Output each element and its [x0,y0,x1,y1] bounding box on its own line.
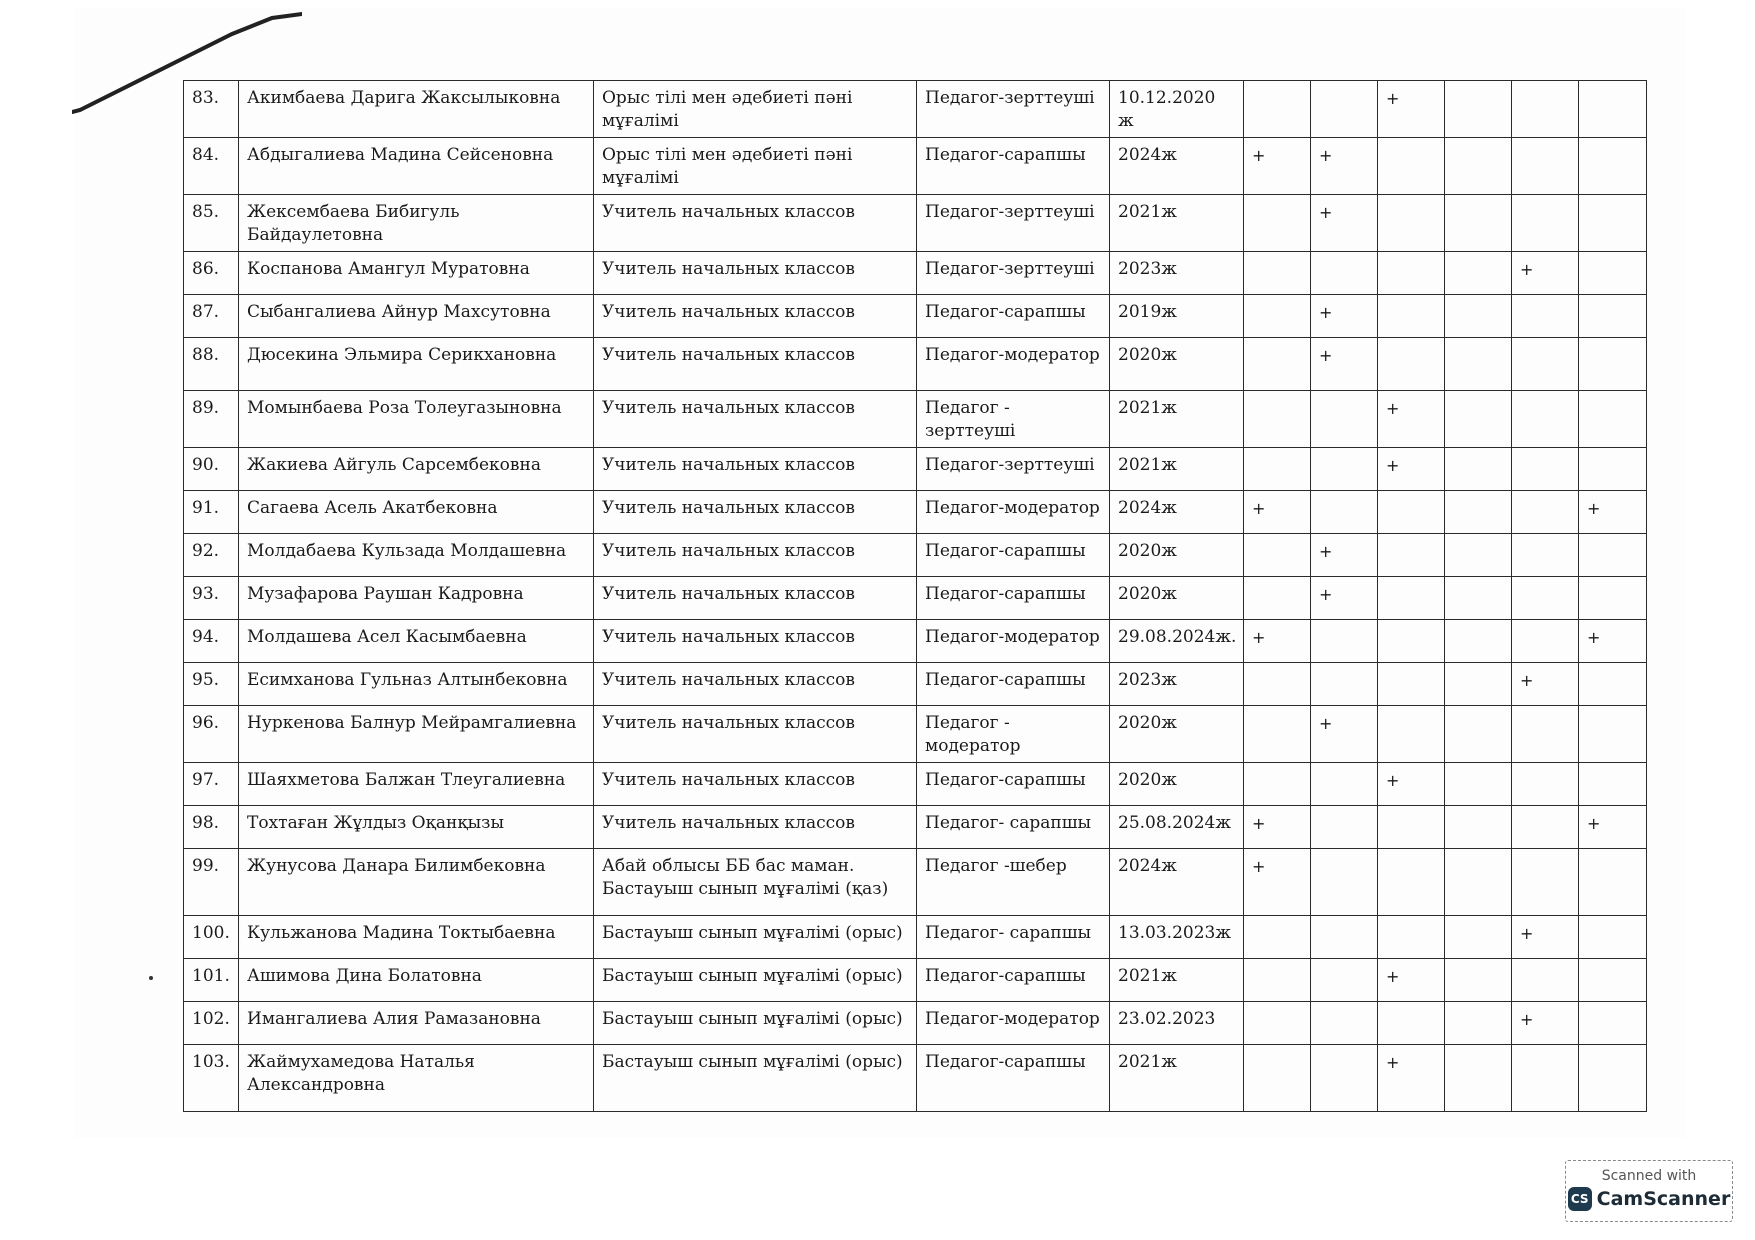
mark-cell-2 [1311,1002,1378,1045]
teacher-name: Сагаева Асель Акатбековна [239,491,594,534]
attestation-date: 2021ж [1110,959,1244,1002]
teacher-name: Молдашева Асел Касымбаевна [239,620,594,663]
mark-cell-3 [1378,706,1445,763]
teacher-name: Жунусова Данара Билимбековна [239,849,594,916]
teacher-name: Музафарова Раушан Кадровна [239,577,594,620]
mark-cell-6 [1579,849,1647,916]
mark-cell-5 [1512,81,1579,138]
qualification-category: Педагог - модератор [917,706,1110,763]
mark-cell-4 [1445,1002,1512,1045]
mark-cell-2: + [1311,195,1378,252]
row-number: 97. [184,763,239,806]
attestation-date: 2020ж [1110,534,1244,577]
mark-cell-5 [1512,577,1579,620]
attestation-date: 2023ж [1110,663,1244,706]
teacher-position: Учитель начальных классов [594,763,917,806]
table-row [184,195,1647,252]
qualification-category: Педагог-сарапшы [917,577,1110,620]
mark-cell-1 [1244,448,1311,491]
qualification-category: Педагог-сарапшы [917,763,1110,806]
mark-cell-5 [1512,1045,1579,1112]
mark-cell-5: + [1512,663,1579,706]
mark-cell-3 [1378,1002,1445,1045]
table-row [184,806,1647,849]
mark-cell-3 [1378,195,1445,252]
attestation-date: 2020ж [1110,706,1244,763]
mark-cell-6 [1579,1045,1647,1112]
mark-cell-4 [1445,295,1512,338]
attestation-date: 29.08.2024ж. [1110,620,1244,663]
teacher-name: Тохтаған Жұлдыз Оқанқызы [239,806,594,849]
mark-cell-5 [1512,448,1579,491]
mark-cell-1 [1244,338,1311,391]
teacher-position: Бастауыш сынып мұғалімі (орыс) [594,1045,917,1112]
mark-cell-3 [1378,806,1445,849]
mark-cell-1: + [1244,138,1311,195]
mark-cell-2 [1311,663,1378,706]
teacher-position: Орыс тілі мен әдебиеті пәні мұғалімі [594,81,917,138]
teacher-name: Жаймухамедова Наталья Александровна [239,1045,594,1112]
mark-cell-3: + [1378,1045,1445,1112]
mark-cell-4 [1445,491,1512,534]
mark-cell-5 [1512,195,1579,252]
teacher-position: Бастауыш сынып мұғалімі (орыс) [594,959,917,1002]
mark-cell-2 [1311,959,1378,1002]
mark-cell-1 [1244,1045,1311,1112]
camscanner-watermark [1565,1160,1733,1222]
mark-cell-5 [1512,338,1579,391]
row-number: 85. [184,195,239,252]
mark-cell-6 [1579,448,1647,491]
qualification-category: Педагог-зерттеуші [917,81,1110,138]
mark-cell-3 [1378,252,1445,295]
mark-cell-1 [1244,959,1311,1002]
attestation-date: 2020ж [1110,763,1244,806]
teacher-position: Абай облысы ББ бас маман. Бастауыш сынып мұғалімі (қаз) [594,849,917,916]
mark-cell-1 [1244,195,1311,252]
teacher-name: Акимбаева Дарига Жаксылыковна [239,81,594,138]
table-row [184,663,1647,706]
mark-cell-3: + [1378,763,1445,806]
mark-cell-1: + [1244,620,1311,663]
mark-cell-6 [1579,1002,1647,1045]
qualification-category: Педагог-сарапшы [917,534,1110,577]
mark-cell-3 [1378,577,1445,620]
attestation-date: 2020ж [1110,577,1244,620]
attestation-date: 2021ж [1110,195,1244,252]
table-row [184,1045,1647,1112]
mark-cell-3 [1378,849,1445,916]
mark-cell-4 [1445,763,1512,806]
mark-cell-3 [1378,138,1445,195]
mark-cell-2 [1311,916,1378,959]
teacher-position: Учитель начальных классов [594,577,917,620]
mark-cell-4 [1445,195,1512,252]
mark-cell-1 [1244,663,1311,706]
row-number: 92. [184,534,239,577]
mark-cell-4 [1445,138,1512,195]
mark-cell-4 [1445,577,1512,620]
teacher-position: Учитель начальных классов [594,706,917,763]
teacher-name: Ашимова Дина Болатовна [239,959,594,1002]
table-row [184,252,1647,295]
mark-cell-5 [1512,620,1579,663]
attestation-date: 2024ж [1110,138,1244,195]
attestation-date: 25.08.2024ж [1110,806,1244,849]
teacher-name: Коспанова Амангул Муратовна [239,252,594,295]
scanned-with-label: Scanned with [1601,1168,1697,1184]
table-row [184,138,1647,195]
mark-cell-2: + [1311,534,1378,577]
mark-cell-2 [1311,391,1378,448]
mark-cell-3: + [1378,448,1445,491]
attestation-date: 2020ж [1110,338,1244,391]
qualification-category: Педагог-модератор [917,1002,1110,1045]
mark-cell-6 [1579,916,1647,959]
mark-cell-4 [1445,916,1512,959]
row-number: 93. [184,577,239,620]
attestation-date: 23.02.2023 [1110,1002,1244,1045]
mark-cell-6: + [1579,620,1647,663]
table-row [184,534,1647,577]
table-row [184,916,1647,959]
mark-cell-4 [1445,391,1512,448]
qualification-category: Педагог-модератор [917,620,1110,663]
mark-cell-6 [1579,959,1647,1002]
mark-cell-2 [1311,81,1378,138]
mark-cell-6 [1579,391,1647,448]
teacher-position: Учитель начальных классов [594,620,917,663]
mark-cell-6 [1579,577,1647,620]
mark-cell-5 [1512,763,1579,806]
mark-cell-6: + [1579,491,1647,534]
mark-cell-3: + [1378,391,1445,448]
mark-cell-2 [1311,448,1378,491]
mark-cell-3: + [1378,81,1445,138]
mark-cell-5 [1512,391,1579,448]
qualification-category: Педагог-зерттеуші [917,195,1110,252]
mark-cell-6 [1579,663,1647,706]
row-number: 91. [184,491,239,534]
teacher-position: Учитель начальных классов [594,448,917,491]
teacher-name: Момынбаева Роза Толеугазыновна [239,391,594,448]
mark-cell-3 [1378,534,1445,577]
mark-cell-4 [1445,81,1512,138]
attestation-date: 10.12.2020 ж [1110,81,1244,138]
row-number: 101. [184,959,239,1002]
mark-cell-2 [1311,849,1378,916]
mark-cell-4 [1445,959,1512,1002]
qualification-category: Педагог- сарапшы [917,916,1110,959]
mark-cell-2: + [1311,338,1378,391]
row-number: 100. [184,916,239,959]
mark-cell-5: + [1512,252,1579,295]
mark-cell-5 [1512,491,1579,534]
mark-cell-5 [1512,806,1579,849]
qualification-category: Педагог-зерттеуші [917,252,1110,295]
mark-cell-1: + [1244,849,1311,916]
attestation-date: 2024ж [1110,849,1244,916]
table-row [184,81,1647,138]
teacher-position: Учитель начальных классов [594,491,917,534]
mark-cell-2 [1311,620,1378,663]
mark-cell-6 [1579,195,1647,252]
attestation-date: 2021ж [1110,448,1244,491]
qualification-category: Педагог-сарапшы [917,959,1110,1002]
attestation-date: 2024ж [1110,491,1244,534]
row-number: 86. [184,252,239,295]
mark-cell-6 [1579,81,1647,138]
mark-cell-3: + [1378,959,1445,1002]
mark-cell-4 [1445,448,1512,491]
mark-cell-1: + [1244,491,1311,534]
teacher-position: Учитель начальных классов [594,252,917,295]
camscanner-brand [1566,1187,1732,1211]
qualification-category: Педагог -шебер [917,849,1110,916]
mark-cell-4 [1445,663,1512,706]
qualification-category: Педагог-сарапшы [917,295,1110,338]
teacher-name: Дюсекина Эльмира Серикхановна [239,338,594,391]
mark-cell-4 [1445,252,1512,295]
teacher-position: Бастауыш сынып мұғалімі (орыс) [594,916,917,959]
mark-cell-6 [1579,763,1647,806]
mark-cell-1 [1244,916,1311,959]
row-number: 98. [184,806,239,849]
row-number: 96. [184,706,239,763]
row-number: 95. [184,663,239,706]
table-row [184,338,1647,391]
table-row [184,620,1647,663]
mark-cell-4 [1445,706,1512,763]
mark-cell-5: + [1512,916,1579,959]
mark-cell-5 [1512,959,1579,1002]
mark-cell-1 [1244,252,1311,295]
row-number: 88. [184,338,239,391]
row-number: 87. [184,295,239,338]
teacher-position: Учитель начальных классов [594,338,917,391]
mark-cell-5 [1512,849,1579,916]
teacher-position: Орыс тілі мен әдебиеті пәні мұғалімі [594,138,917,195]
table-row [184,849,1647,916]
qualification-category: Педагог- сарапшы [917,806,1110,849]
mark-cell-4 [1445,338,1512,391]
teacher-position: Учитель начальных классов [594,295,917,338]
table-row [184,1002,1647,1045]
mark-cell-1 [1244,534,1311,577]
mark-cell-3 [1378,491,1445,534]
table-row [184,577,1647,620]
row-number: 103. [184,1045,239,1112]
mark-cell-4 [1445,1045,1512,1112]
mark-cell-2: + [1311,138,1378,195]
qualification-category: Педагог-сарапшы [917,663,1110,706]
mark-cell-6: + [1579,806,1647,849]
teacher-name: Шаяхметова Балжан Тлеугалиевна [239,763,594,806]
teacher-position: Учитель начальных классов [594,663,917,706]
table-row [184,448,1647,491]
qualification-category: Педагог-модератор [917,338,1110,391]
teacher-position: Учитель начальных классов [594,195,917,252]
mark-cell-2 [1311,252,1378,295]
mark-cell-1 [1244,391,1311,448]
table-row [184,391,1647,448]
mark-cell-1 [1244,81,1311,138]
mark-cell-2: + [1311,577,1378,620]
mark-cell-5: + [1512,1002,1579,1045]
ink-dot [149,976,153,980]
mark-cell-4 [1445,534,1512,577]
table-row [184,295,1647,338]
mark-cell-2 [1311,806,1378,849]
staff-table [183,80,1647,1112]
teacher-name: Жакиева Айгуль Сарсембековна [239,448,594,491]
attestation-date: 13.03.2023ж [1110,916,1244,959]
mark-cell-6 [1579,534,1647,577]
row-number: 89. [184,391,239,448]
qualification-category: Педагог - зерттеуші [917,391,1110,448]
mark-cell-3 [1378,663,1445,706]
mark-cell-2 [1311,1045,1378,1112]
mark-cell-1 [1244,763,1311,806]
mark-cell-1 [1244,295,1311,338]
teacher-position: Учитель начальных классов [594,534,917,577]
mark-cell-4 [1445,806,1512,849]
teacher-name: Абдыгалиева Мадина Сейсеновна [239,138,594,195]
mark-cell-5 [1512,534,1579,577]
mark-cell-2: + [1311,295,1378,338]
mark-cell-1: + [1244,806,1311,849]
qualification-category: Педагог-сарапшы [917,1045,1110,1112]
camscanner-name: CamScanner [1596,1188,1731,1210]
mark-cell-6 [1579,338,1647,391]
mark-cell-1 [1244,706,1311,763]
camscanner-logo-icon: CS [1568,1187,1592,1211]
teacher-position: Учитель начальных классов [594,806,917,849]
mark-cell-6 [1579,706,1647,763]
row-number: 90. [184,448,239,491]
row-number: 94. [184,620,239,663]
attestation-date: 2021ж [1110,1045,1244,1112]
teacher-name: Кульжанова Мадина Токтыбаевна [239,916,594,959]
qualification-category: Педагог-модератор [917,491,1110,534]
mark-cell-6 [1579,295,1647,338]
teacher-name: Сыбангалиева Айнур Махсутовна [239,295,594,338]
mark-cell-2 [1311,491,1378,534]
mark-cell-5 [1512,138,1579,195]
table-row [184,763,1647,806]
row-number: 99. [184,849,239,916]
teacher-position: Учитель начальных классов [594,391,917,448]
mark-cell-4 [1445,849,1512,916]
attestation-date: 2019ж [1110,295,1244,338]
mark-cell-6 [1579,252,1647,295]
mark-cell-1 [1244,577,1311,620]
mark-cell-6 [1579,138,1647,195]
mark-cell-3 [1378,916,1445,959]
attestation-date: 2021ж [1110,391,1244,448]
teacher-name: Есимханова Гульназ Алтынбековна [239,663,594,706]
mark-cell-2: + [1311,706,1378,763]
table-row [184,959,1647,1002]
mark-cell-5 [1512,706,1579,763]
teacher-name: Молдабаева Кульзада Молдашевна [239,534,594,577]
mark-cell-3 [1378,295,1445,338]
teacher-name: Имангалиева Алия Рамазановна [239,1002,594,1045]
attestation-date: 2023ж [1110,252,1244,295]
row-number: 102. [184,1002,239,1045]
staff-table-body [184,81,1647,1112]
row-number: 84. [184,138,239,195]
mark-cell-3 [1378,338,1445,391]
mark-cell-2 [1311,763,1378,806]
table-row [184,706,1647,763]
teacher-position: Бастауыш сынып мұғалімі (орыс) [594,1002,917,1045]
mark-cell-4 [1445,620,1512,663]
teacher-name: Нуркенова Балнур Мейрамгалиевна [239,706,594,763]
qualification-category: Педагог-сарапшы [917,138,1110,195]
mark-cell-1 [1244,1002,1311,1045]
mark-cell-3 [1378,620,1445,663]
teacher-name: Жексембаева Бибигуль Байдаулетовна [239,195,594,252]
mark-cell-5 [1512,295,1579,338]
qualification-category: Педагог-зерттеуші [917,448,1110,491]
row-number: 83. [184,81,239,138]
table-row [184,491,1647,534]
